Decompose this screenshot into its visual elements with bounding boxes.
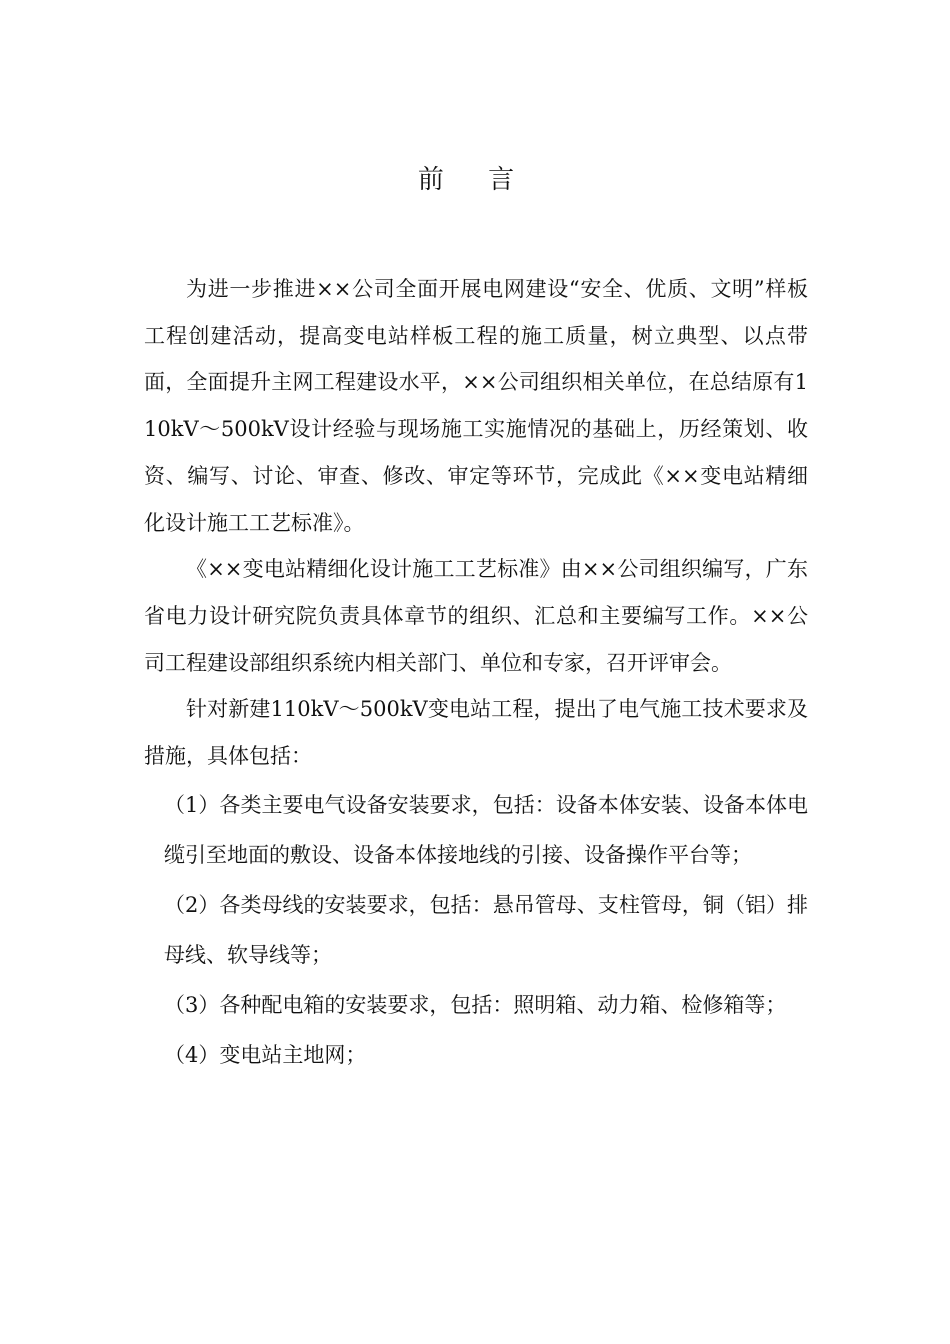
paragraph-scope: 针对新建110kV～500kV变电站工程，提出了电气施工技术要求及措施，具体包括：: [144, 697, 808, 769]
list-item: （3）各种配电箱的安装要求，包括：照明箱、动力箱、检修箱等；: [164, 992, 787, 1017]
document-title: 前 言: [417, 165, 533, 195]
paragraph-intro: 为进一步推进××公司全面开展电网建设“安全、优质、文明”样板工程创建活动，提高变电站样板工程的施工质量，树立典型、以点带面，全面提升主网工程建设水平，××公司组织相关单位，在总结原有110kV～500kV设计经验与现场施工实施情况的基础上，历经策划、收资、编写、讨论、审查、修改、审定等环节，完成此《××变电站精细化设计施工工艺标准》。: [144, 277, 808, 535]
paragraph-authorship: 《××变电站精细化设计施工工艺标准》由××公司组织编写，广东省电力设计研究院负责具体章节的组织、汇总和主要编写工作。××公司工程建设部组织系统内相关部门、单位和专家，召开评审会。: [144, 557, 808, 675]
requirements-list: [144, 780, 808, 1080]
list-item: （2）各类母线的安装要求，包括：悬吊管母、支柱管母，铜（铝）排母线、软导线等；: [164, 892, 808, 967]
list-item: （1）各类主要电气设备安装要求，包括：设备本体安装、设备本体电缆引至地面的敷设、设备本体接地线的引接、设备操作平台等；: [164, 792, 808, 867]
document-body: [144, 266, 808, 1080]
list-item: （4）变电站主地网；: [164, 1042, 367, 1067]
